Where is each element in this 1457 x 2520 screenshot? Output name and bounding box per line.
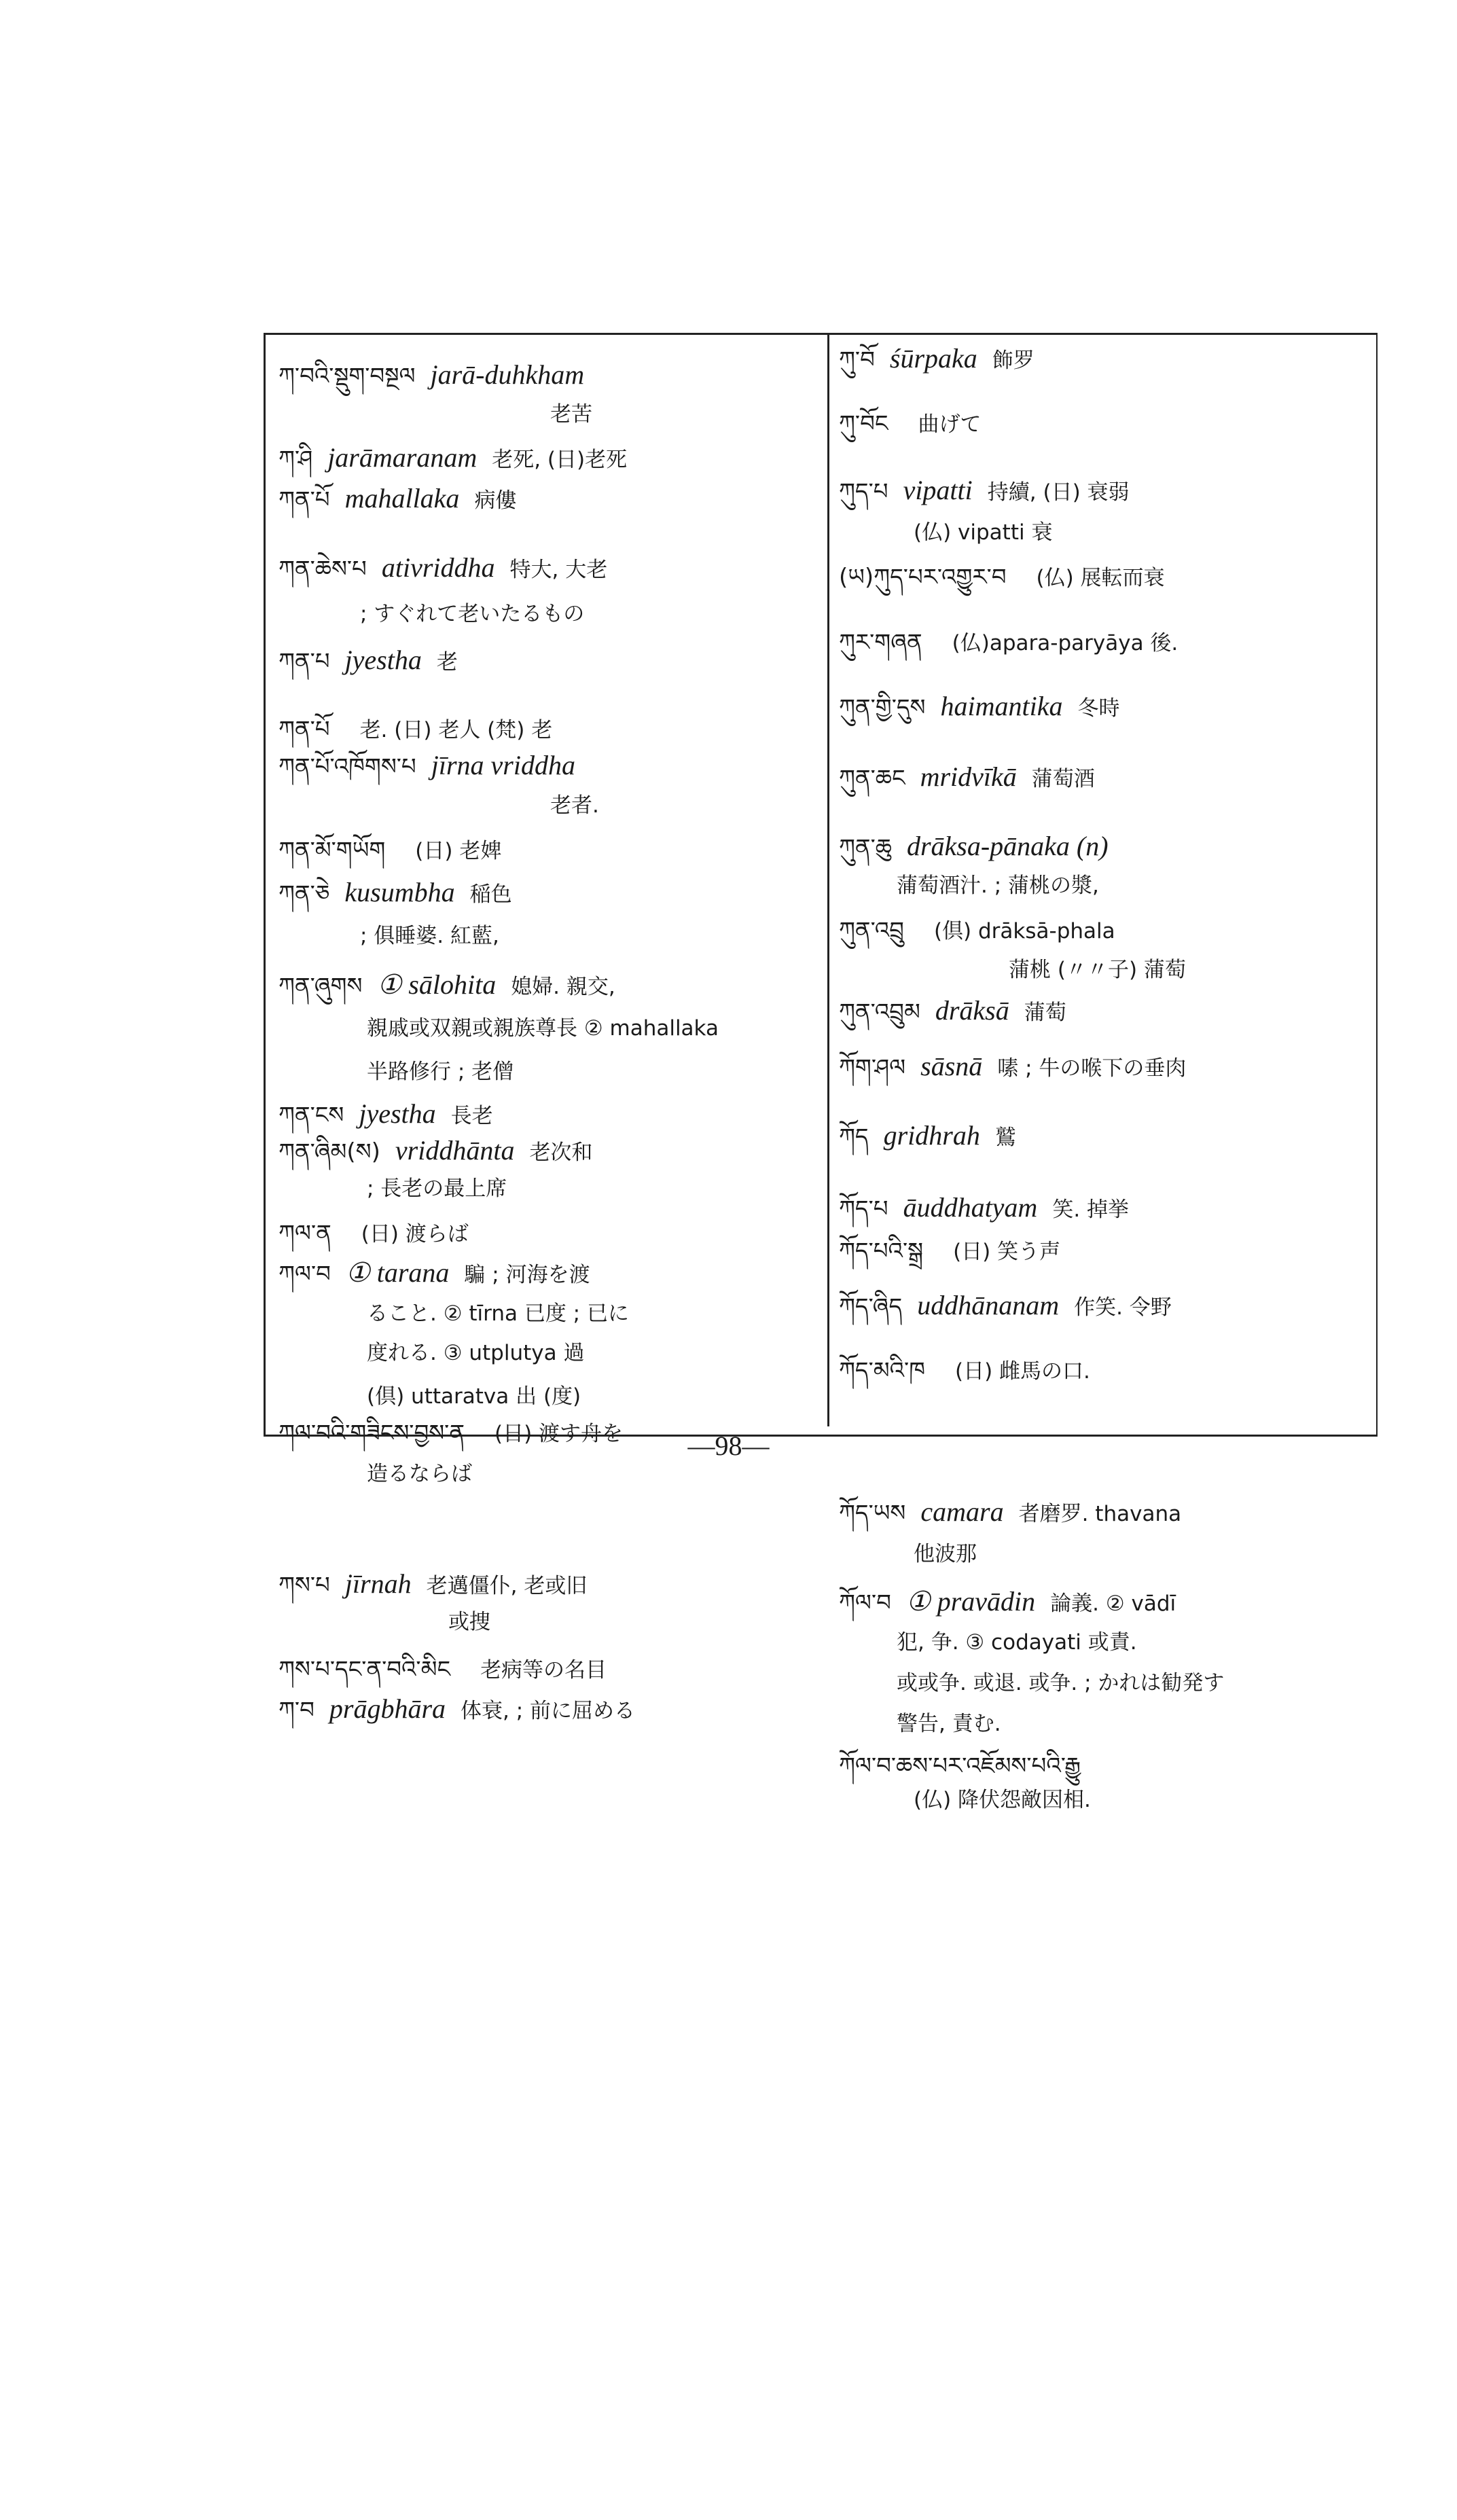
entry: ཀན་པོ 老. (日) 老人 (梵) 老 — [278, 716, 553, 743]
entry: (ཡ)ཀུད་པར་འགྱུར་བ (仏) 展転而衰 — [839, 564, 1165, 591]
page-number: —98— — [687, 1430, 770, 1461]
entry: ཀུ་བོང 曲げて — [839, 410, 982, 437]
entry: ཀོད་ཞིད uddhānanam 作笑. 令野 — [839, 1290, 1172, 1320]
entry: ཀུན་ཆུ drāksa-pānaka (n) — [839, 831, 1109, 861]
entry: 度れる. ③ utplutya 過 — [367, 1341, 585, 1365]
entry: ཀ་བ prāgbhāra 体衰, ; 前に屈める — [278, 1693, 636, 1724]
entry: (仏) vipatti 衰 — [914, 520, 1053, 545]
entry: ; すぐれて老いたるもの — [360, 602, 585, 626]
entry: ཀུན་ཆང mridvīkā 蒲萄酒 — [839, 761, 1095, 792]
entry: 或捜 — [448, 1610, 490, 1634]
entry: 蒲桃 (〃〃子) 蒲萄 — [1009, 958, 1186, 982]
entry: 蒲萄酒汁. ; 蒲桃の漿, — [897, 874, 1099, 898]
entry: ཀན་ཞུགས ① sālohita 媳婦. 親交, — [278, 969, 615, 1000]
entry: 親戚或双親或親族尊長 ② mahallaka — [367, 1016, 719, 1041]
entry: ཀུར་གཞན (仏)apara-paryāya 後. — [839, 629, 1179, 656]
entry: 老者. — [550, 793, 599, 818]
entry: ཀན་པ jyestha 老 — [278, 645, 458, 675]
entry: ཀན་ཆེས་པ ativriddha 特大, 大老 — [278, 552, 608, 583]
column-divider — [827, 333, 829, 1426]
entry: 他波那 — [914, 1542, 977, 1566]
entry: ཀན་ངས jyestha 長老 — [278, 1098, 493, 1129]
entry: ཀོད་པ āuddhatyam 笑. 掉挙 — [839, 1192, 1130, 1223]
entry: ཀན་ཅེ kusumbha 稲色 — [278, 877, 512, 907]
entry: ること. ② tīrna 已度 ; 已に — [367, 1301, 629, 1326]
entry: (仏) 降伏怨敵因相. — [914, 1788, 1091, 1812]
entry: ཀུན་གྱི་དུས haimantika 冬時 — [839, 691, 1120, 721]
entry: ཀས་པ་དང་ན་བའི་མིང 老病等の名目 — [278, 1656, 607, 1683]
entry: ཀུན་འབྲུམ drāksā 蒲萄 — [839, 995, 1066, 1026]
entry: ; 長老の最上席 — [367, 1176, 507, 1201]
entry: ཀ་བའི་སྡུག་བསྔལ jarā-duhkham — [278, 359, 585, 390]
entry: ཀན་པོ་འཁོགས་པ jīrna vriddha — [278, 750, 575, 780]
entry: ཀོད་ཡས camara 者磨罗. thavana — [839, 1496, 1182, 1527]
entry: ཀུ་བོ śūrpaka 飾罗 — [839, 343, 1035, 374]
entry: ཀན་པོ mahallaka 病僂 — [278, 483, 517, 514]
entry: ཀུན་འབྲུ (倶) drāksā-phala — [839, 917, 1115, 944]
entry: ཀོལ་བ་ཆས་པར་འཇོམས་པའི་རྒྱུ — [839, 1752, 1081, 1780]
right-column — [839, 333, 1375, 1433]
entry: ཀལ་བ ① tarana 騙 ; 河海を渡 — [278, 1257, 590, 1288]
entry: 老苦 — [550, 402, 592, 427]
entry: ཀོག་ཤལ sāsnā 嗉 ; 牛の喉下の垂肉 — [839, 1051, 1187, 1081]
entry: 半路修行 ; 老僧 — [367, 1060, 514, 1084]
entry: ཀོད་པའི་སྒྲ (日) 笑う声 — [839, 1238, 1061, 1265]
entry: ཀན་མོ་གཡོག (日) 老婢 — [278, 837, 502, 864]
entry: 或或争. 或退. 或争. ; かれは勧発す — [897, 1671, 1225, 1695]
entry: ཀོད་མའི་ཁ (日) 雌馬の口. — [839, 1357, 1090, 1384]
entry: ཀོལ་བ ① pravādin 論義. ② vādī — [839, 1586, 1176, 1617]
entry: ཀས་པ jīrnah 老邁僵仆, 老或旧 — [278, 1568, 588, 1599]
entry: 造るならば — [367, 1462, 472, 1486]
entry: ཀ་ཤི jarāmaranam 老死, (日)老死 — [278, 442, 628, 473]
entry: ; 俱睡婆. 紅藍, — [360, 924, 499, 948]
entry: ཀོད gridhrah 鷲 — [839, 1120, 1016, 1151]
entry: ཀལ་ན (日) 渡らば — [278, 1220, 469, 1247]
entry: 犯, 争. ③ codayati 或責. — [897, 1630, 1137, 1655]
entry: ཀལ་བའི་གཟིངས་བྱས་ན (日) 渡す舟を — [278, 1420, 624, 1447]
entry: ཀན་ཞིམ(ས) vriddhānta 老次和 — [278, 1135, 593, 1166]
entry: ཀུད་པ vipatti 持續, (日) 衰弱 — [839, 475, 1130, 505]
entry: 警告, 責む. — [897, 1712, 1001, 1736]
entry: (倶) uttaratva 出 (度) — [367, 1384, 581, 1409]
